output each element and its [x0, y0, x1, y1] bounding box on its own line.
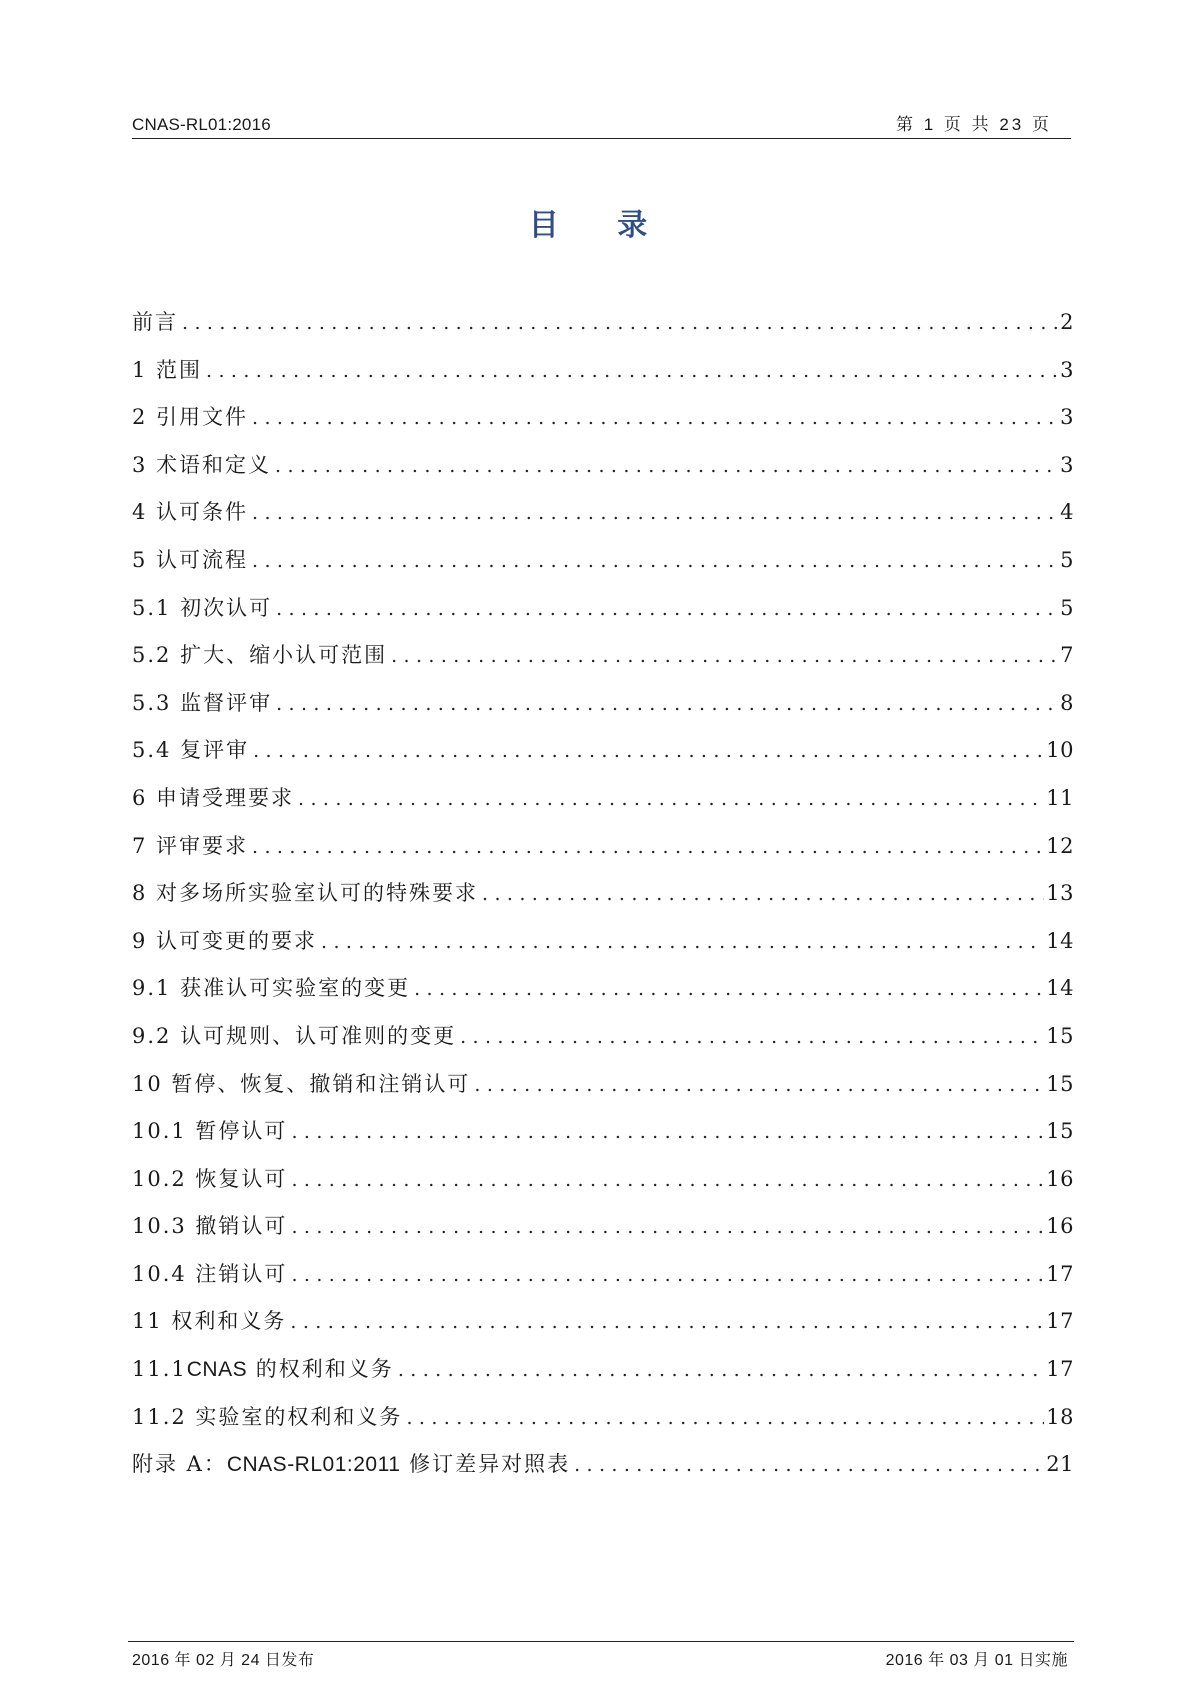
table-of-contents	[132, 308, 1074, 1498]
toc-entry[interactable]	[132, 403, 1074, 451]
toc-entry-label: 10.1 暂停认可	[132, 1119, 288, 1144]
toc-dot-leader	[574, 1451, 1044, 1479]
toc-dot-leader	[182, 309, 1058, 337]
toc-entry[interactable]	[132, 594, 1074, 642]
toc-entry-page-number: 16	[1046, 1214, 1074, 1239]
toc-entry-page-number: 15	[1046, 1071, 1074, 1096]
toc-entry-label: 前言	[132, 310, 178, 334]
toc-entry[interactable]	[132, 546, 1074, 594]
toc-entry-page-number: 14	[1046, 976, 1074, 1001]
toc-entry-page-number: 4	[1060, 500, 1074, 525]
toc-dot-leader	[252, 404, 1058, 432]
toc-dot-leader	[291, 1213, 1044, 1241]
toc-entry[interactable]	[132, 927, 1074, 975]
toc-entry-label: 9.1 获准认可实验室的变更	[132, 976, 411, 1001]
toc-entry[interactable]	[132, 689, 1074, 737]
toc-entry[interactable]	[132, 784, 1074, 832]
page-footer	[128, 1641, 1074, 1668]
toc-entry[interactable]	[132, 879, 1074, 927]
toc-entry[interactable]	[132, 1117, 1074, 1165]
toc-dot-leader	[291, 1261, 1044, 1289]
document-code: CNAS-RL01:2016	[132, 115, 271, 134]
toc-dot-leader	[206, 357, 1058, 385]
toc-entry-label: 10.4 注销认可	[132, 1261, 288, 1286]
toc-entry[interactable]	[132, 498, 1074, 546]
toc-entry-label: 8 对多场所实验室认可的特殊要求	[132, 881, 479, 906]
toc-dot-leader	[482, 880, 1044, 908]
toc-dot-leader	[398, 1356, 1044, 1384]
toc-entry-label: 10.2 恢复认可	[132, 1166, 288, 1191]
toc-entry-label: 5.1 初次认可	[132, 595, 273, 620]
issue-date: 2016 年 02 月 24 日发布	[132, 1652, 315, 1669]
page-number-info: 第 1 页 共 23 页	[896, 115, 1052, 134]
toc-entry-label: 5.3 监督评审	[132, 690, 273, 715]
toc-entry-label: 3 术语和定义	[132, 452, 272, 477]
toc-dot-leader	[391, 642, 1058, 670]
toc-entry[interactable]	[132, 974, 1074, 1022]
toc-entry[interactable]	[132, 1450, 1074, 1498]
toc-entry[interactable]	[132, 736, 1074, 784]
toc-entry-page-number: 17	[1046, 1357, 1074, 1382]
toc-entry-label: 5.4 复评审	[132, 738, 250, 763]
toc-dot-leader	[406, 1404, 1044, 1432]
toc-entry-page-number: 14	[1046, 928, 1074, 953]
toc-entry[interactable]	[132, 1403, 1074, 1451]
page-header	[132, 112, 1071, 139]
toc-entry-page-number: 13	[1046, 881, 1074, 906]
toc-entry-page-number: 11	[1046, 785, 1074, 810]
toc-entry-label: 9 认可变更的要求	[132, 928, 318, 953]
toc-entry-label: 11.2 实验室的权利和义务	[132, 1404, 403, 1429]
toc-entry-page-number: 15	[1046, 1119, 1074, 1144]
toc-dot-leader	[321, 928, 1044, 956]
toc-dot-leader	[474, 1071, 1044, 1099]
effective-date: 2016 年 03 月 01 日实施	[885, 1652, 1068, 1669]
toc-entry-page-number: 7	[1060, 643, 1074, 668]
toc-entry-label: 6 申请受理要求	[132, 785, 295, 810]
toc-entry-page-number: 18	[1046, 1404, 1074, 1429]
toc-entry-page-number: 10	[1046, 738, 1074, 763]
toc-entry-label: 1 范围	[132, 357, 203, 382]
toc-entry-page-number: 5	[1060, 547, 1074, 572]
toc-entry[interactable]	[132, 832, 1074, 880]
toc-entry-page-number: 3	[1060, 357, 1074, 382]
toc-entry-label: 9.2 认可规则、认可准则的变更	[132, 1023, 457, 1048]
toc-dot-leader	[290, 1308, 1044, 1336]
toc-dot-leader	[276, 690, 1058, 718]
toc-entry-label: 附录 A：CNAS-RL01:2011 修订差异对照表	[132, 1452, 571, 1477]
toc-dot-leader	[252, 499, 1058, 527]
toc-entry-label: 5 认可流程	[132, 547, 249, 572]
toc-dot-leader	[298, 785, 1044, 813]
toc-dot-leader	[253, 737, 1044, 765]
toc-entry[interactable]	[132, 1070, 1074, 1118]
toc-entry-label: 11.1CNAS 的权利和义务	[132, 1357, 394, 1382]
toc-dot-leader	[275, 452, 1058, 480]
toc-dot-leader	[252, 833, 1044, 861]
toc-dot-leader	[414, 975, 1044, 1003]
toc-entry-page-number: 17	[1046, 1309, 1074, 1334]
toc-entry-label: 11 权利和义务	[132, 1309, 287, 1334]
toc-dot-leader	[460, 1023, 1044, 1051]
toc-entry-page-number: 17	[1046, 1261, 1074, 1286]
toc-dot-leader	[291, 1166, 1044, 1194]
toc-entry-page-number: 5	[1060, 595, 1074, 620]
toc-entry[interactable]	[132, 356, 1074, 404]
toc-entry-label: 10 暂停、恢复、撤销和注销认可	[132, 1071, 471, 1096]
toc-entry-page-number: 16	[1046, 1166, 1074, 1191]
toc-dot-leader	[252, 547, 1058, 575]
toc-entry-page-number: 3	[1060, 405, 1074, 430]
toc-entry-page-number: 15	[1046, 1023, 1074, 1048]
toc-entry[interactable]	[132, 1212, 1074, 1260]
toc-entry-page-number: 12	[1046, 833, 1074, 858]
toc-entry-page-number: 2	[1060, 310, 1074, 334]
toc-entry-label: 10.3 撤销认可	[132, 1214, 288, 1239]
toc-entry-page-number: 21	[1046, 1452, 1074, 1477]
toc-entry[interactable]	[132, 641, 1074, 689]
toc-entry[interactable]	[132, 451, 1074, 499]
toc-dot-leader	[291, 1118, 1044, 1146]
toc-entry-page-number: 8	[1060, 690, 1074, 715]
toc-dot-leader	[276, 595, 1058, 623]
toc-entry[interactable]	[132, 1022, 1074, 1070]
toc-entry[interactable]	[132, 308, 1074, 356]
toc-title: 目 录	[528, 208, 672, 243]
toc-entry[interactable]	[132, 1355, 1074, 1403]
toc-entry-label: 7 评审要求	[132, 833, 249, 858]
toc-entry[interactable]	[132, 1165, 1074, 1213]
toc-entry-label: 4 认可条件	[132, 500, 249, 525]
toc-entry[interactable]	[132, 1260, 1074, 1308]
toc-entry-label: 5.2 扩大、缩小认可范围	[132, 643, 388, 668]
toc-entry-label: 2 引用文件	[132, 405, 249, 430]
toc-entry[interactable]	[132, 1307, 1074, 1355]
toc-entry-page-number: 3	[1060, 452, 1074, 477]
